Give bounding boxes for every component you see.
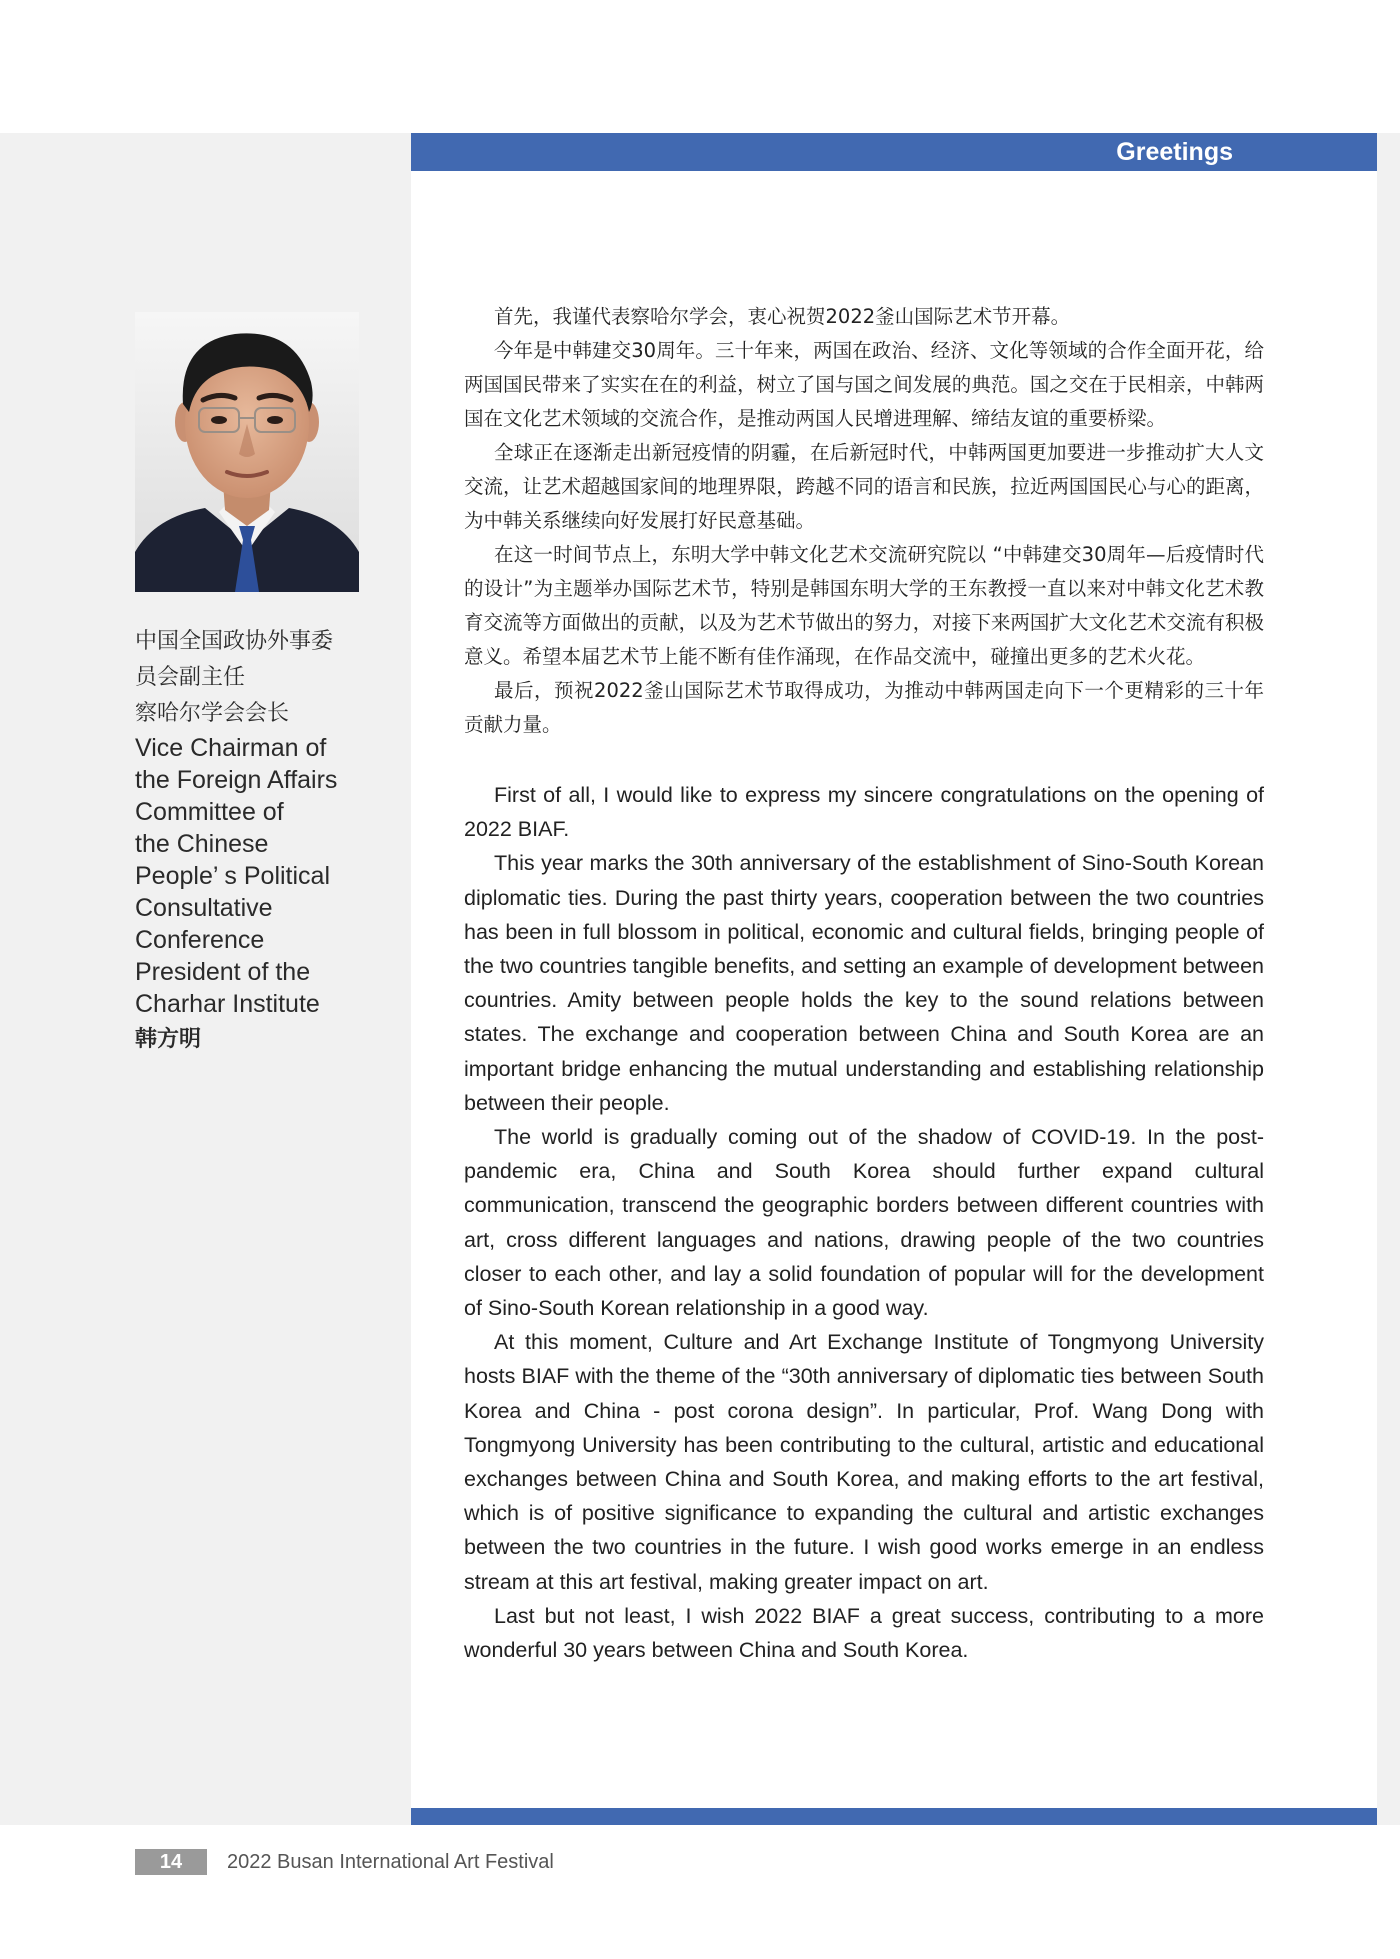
publication-title: 2022 Busan International Art Festival [227,1851,554,1873]
speaker-title-zh-line-2: 员会副主任 [135,665,246,690]
paragraph-zh: 首先，我谨代表察哈尔学会，衷心祝贺2022釜山国际艺术节开幕。 [494,305,1071,328]
speaker-title-en-line: the Foreign Affairs [135,766,338,794]
speaker-name: 韩方明 [135,1027,202,1052]
paragraph-zh: 在这一时间节点上，东明大学中韩文化艺术交流研究院以 “中韩建交30周年—后疫情时代的设计”为主题举办国际艺术节，特别是韩国东明大学的王东教授一直以来对中韩文化艺术教育交流等方面做出的贡献，以及为艺术节做出的努力，对接下来两国扩大文化艺术交流有积极意义。希望本届艺术节上能不断有佳作涌现，在作品交流中，碰撞出更多的艺术火花。 [464,543,1264,668]
speaker-title-en-line: Vice Chairman of [135,734,327,762]
section-title: Greetings [1116,138,1233,166]
page-number: 14 [135,1849,207,1875]
greeting-body [464,300,1264,1667]
paragraph-zh: 全球正在逐渐走出新冠疫情的阴霾，在后新冠时代，中韩两国更加要进一步推动扩大人文交流，让艺术超越国家间的地理界限，跨越不同的语言和民族，拉近两国国民心与心的距离，为中韩关系继续向好发展打好民意基础。 [464,441,1264,532]
portrait-photo [135,312,359,592]
paragraph-en: First of all, I would like to express my sincere congratulations on the opening of 2022 BIAF. [464,783,1264,842]
paragraph-en: The world is gradually coming out of the shadow of COVID-19. In the post-pandemic era, China and South Korea should further expand cultural communication, transcend the geographic borders between different countries with art, cross different languages and nations, drawing people of the two countries closer to each other, and lay a solid foundation of popular will for the development of Sino-South Korean relationship in a good way. [464,1125,1264,1321]
speaker-title-en-line: Conference [135,926,265,954]
page-top-margin [0,0,1400,133]
section-footer-bar [411,1808,1377,1825]
paragraph-en: At this moment, Culture and Art Exchange Institute of Tongmyong University hosts BIAF with the theme of the “30th anniversary of diplomatic ties between South Korea and China - post corona design”. In particular, Prof. Wang Dong with Tongmyong University has been contributing to the cultural, artistic and educational exchanges between China and South Korea, and making efforts to the art festival, which is of positive significance to expanding the cultural and artistic exchanges between the two countries in the future. I wish good works emerge in an endless stream at this art festival, making greater impact on art. [464,1330,1264,1594]
paragraph-en: This year marks the 30th anniversary of the establishment of Sino-South Korean diplomatic ties. During the past thirty years, cooperation between the two countries has been in full blossom in political, economic and cultural fields, bringing people of the two countries tangible benefits, and setting an example of development between countries. Amity between people holds the key to the sound relations between states. The exchange and cooperation between China and South Korea are an important bridge enhancing the mutual understanding and establishing relationship between their people. [464,851,1264,1115]
paragraph-zh: 最后，预祝2022釜山国际艺术节取得成功，为推动中韩两国走向下一个更精彩的三十年贡献力量。 [464,679,1264,736]
section-header-bar [411,133,1377,171]
paragraph-zh: 今年是中韩建交30周年。三十年来，两国在政治、经济、文化等领域的合作全面开花，给两国国民带来了实实在在的利益，树立了国与国之间发展的典范。国之交在于民相亲，中韩两国在文化艺术领域的交流合作，是推动两国人民增进理解、缔结友谊的重要桥梁。 [464,339,1264,430]
speaker-caption [135,624,375,1060]
greeting-english [464,778,1264,1667]
speaker-title-en-line: Consultative [135,894,273,922]
speaker-title-en-line: Charhar Institute [135,990,320,1018]
speaker-title-en-line: the Chinese [135,830,269,858]
speaker-title-en-line: People’ s Political [135,862,331,890]
greeting-chinese [464,300,1264,742]
portrait-illustration [135,312,359,592]
speaker-title-zh-line-1: 中国全国政协外事委 [135,629,334,654]
speaker-title-zh-line-3: 察哈尔学会会长 [135,701,290,726]
paragraph-en: Last but not least, I wish 2022 BIAF a great success, contributing to a more wonderful 30 years between China and South Korea. [464,1603,1264,1663]
speaker-title-en-line: Committee of [135,798,284,826]
speaker-title-en-line: President of the [135,958,311,986]
